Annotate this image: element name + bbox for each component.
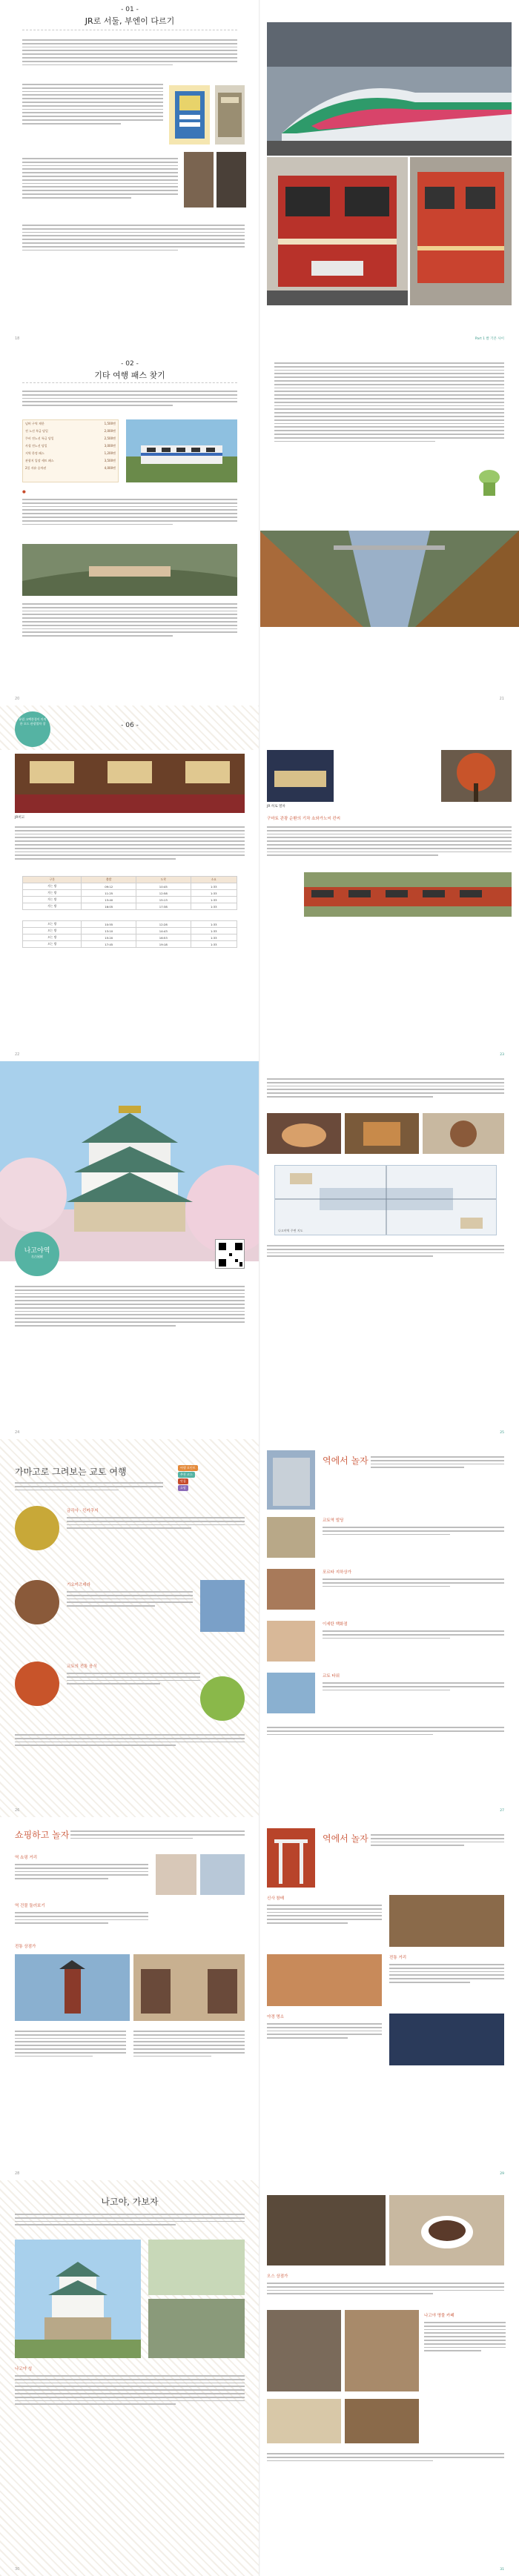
body-text (15, 2373, 245, 2407)
city-badge: 나고야역 名古屋駅 (15, 1232, 59, 1276)
item-text (267, 2021, 382, 2041)
item-title: 교토역 빌딩 (323, 1518, 344, 1523)
autumn-valley-photo (260, 531, 519, 627)
station-building-photo (267, 1450, 315, 1510)
body-text (15, 2028, 126, 2059)
shrine-photo (389, 1895, 504, 1947)
body-text (274, 360, 504, 444)
autumn-tree-photo (441, 750, 512, 802)
section-label: 역에서 놀자 (323, 1833, 368, 1844)
item-text (67, 1515, 245, 1531)
table-row: 가는 방 16:05 17:38 1:33 (23, 903, 237, 910)
page-title: 가마고로 그려보는 교토 여행 (15, 1467, 127, 1477)
item-title: 교토 타워 (323, 1674, 340, 1679)
section-title: 기타 여행 패스 찾기 (94, 371, 165, 380)
page-number: 21 (499, 697, 504, 701)
page-26 (0, 1439, 260, 1817)
food-photo-1 (267, 1113, 341, 1154)
interior-photo-1 (184, 152, 214, 208)
item-text (323, 1524, 504, 1537)
pagoda-photo (15, 1954, 130, 2021)
body-text-4 (22, 222, 245, 253)
intro-text (70, 1828, 245, 1841)
feature-badge: 유럽 고택풍경이 마치 한 오드 관광열차 창 (15, 711, 50, 747)
matcha-photo (200, 1676, 245, 1721)
spread-2 (0, 345, 519, 706)
tag-chip: 맛집 (178, 1478, 188, 1484)
scenic-rail-photo (22, 544, 237, 596)
spread-7 (0, 2180, 519, 2576)
lantern-photo (267, 1954, 382, 2006)
gutter (259, 0, 260, 345)
dessert-photo (267, 2399, 341, 2443)
price-row: 지역 한정 패스 1,200엔 (25, 451, 116, 455)
map-label: 나고야역 주변 지도 (278, 1229, 303, 1232)
food-photo-2 (345, 1113, 419, 1154)
cafe-interior-photo (267, 2195, 386, 2265)
gutter (259, 1439, 260, 1817)
gutter (259, 345, 260, 706)
tower-photo (267, 1673, 315, 1713)
nagoya-castle-photo (15, 2240, 141, 2358)
shinkansen-photo (267, 22, 512, 156)
spread-3 (0, 706, 519, 1061)
page-title: 나고야, 가보자 (101, 2197, 159, 2207)
table-row: 가는 방 13:40 15:13 1:33 (23, 897, 237, 903)
page-31 (260, 2180, 519, 2576)
night-train-photo (267, 750, 334, 802)
tag-chip: 추천 코스 (178, 1472, 195, 1478)
section-number: - 01 - (121, 6, 139, 13)
subheading: ● (22, 490, 26, 494)
page-30 (0, 2180, 260, 2576)
page-23 (260, 706, 519, 1061)
price-row: 쿠비 전노선 특급 당일 2,500엔 (25, 436, 116, 440)
item-title: 역 쇼핑 거리 (15, 1856, 38, 1860)
shop-photo-1 (156, 1854, 196, 1895)
item-title: 금각사 · 킨카쿠지 (67, 1509, 99, 1513)
page-number: 28 (15, 2171, 20, 2176)
item-title: 이세탄 백화점 (323, 1622, 348, 1627)
table-row: 가는 방 09:12 10:45 1:33 (23, 883, 237, 890)
price-row: 관광지 입장 세트 패스 3,500엔 (25, 459, 116, 462)
ticket-machine-photo (169, 85, 210, 145)
tag-chip: 쇼핑 (178, 1485, 188, 1491)
section-number: - 02 - (121, 360, 139, 368)
table-row: 오는 방 15:20 16:53 1:33 (23, 935, 237, 941)
street-photo (133, 1954, 245, 2021)
red-train-photo (267, 157, 408, 305)
castle-garden-photo (148, 2240, 245, 2295)
item-title: 전통 상점가 (15, 1945, 36, 1949)
gutter (259, 706, 260, 1061)
table-header-row: 구분 출발 도착 소요 (23, 877, 237, 883)
timetable (22, 876, 237, 910)
item-text (323, 1680, 504, 1693)
golden-pavilion-photo (15, 1506, 59, 1550)
cafe-counter-photo (345, 2399, 419, 2443)
body-text-2 (22, 82, 163, 127)
intro-text (15, 2211, 245, 2228)
body-text (267, 2280, 504, 2297)
spread-1 (0, 0, 519, 345)
station-map (274, 1165, 497, 1235)
section-number: - 06 - (121, 722, 139, 729)
item-title: 교토의 전통 음식 (67, 1664, 97, 1669)
page-20 (0, 345, 260, 706)
arcade-photo (267, 2310, 341, 2391)
page-number: 27 (500, 1809, 504, 1813)
body-text-2 (133, 2028, 245, 2059)
price-row: 넘버 구역 제한 1,500엔 (25, 422, 116, 425)
shop-photo-2 (200, 1854, 245, 1895)
coffee-photo (389, 2195, 504, 2265)
item-text (389, 1962, 504, 1985)
body-text (15, 1284, 245, 1329)
gutter (259, 1817, 260, 2180)
photo-caption: JR 히로 열차 (267, 805, 285, 809)
body-text (22, 37, 237, 67)
divider (22, 382, 237, 383)
running-head: Part 1 쌀 기본 사이 (475, 337, 504, 341)
item-text (323, 1576, 504, 1589)
pass-price-list (22, 419, 119, 482)
night-view-photo (389, 2014, 504, 2065)
page-21 (260, 345, 519, 706)
shop-front-photo (345, 2310, 419, 2391)
footer-text (267, 1724, 504, 1737)
table-row: 가는 방 11:25 12:58 1:33 (23, 890, 237, 897)
page-number: 18 (15, 336, 20, 341)
scenic-train-photo (304, 872, 512, 917)
interior-photo-2 (216, 152, 246, 208)
item-title: 역 건물 둘러보기 (15, 1904, 45, 1908)
body-text-2 (424, 2320, 506, 2354)
body-text-2 (22, 497, 237, 527)
page-title: 쇼핑하고 놀자 (15, 1830, 70, 1840)
page-19 (260, 0, 519, 345)
mall-photo (267, 1517, 315, 1558)
item-title: 오스 상점가 (267, 2274, 288, 2279)
price-row: 사철 전노선 당일 3,000엔 (25, 444, 116, 448)
item-title: 포르타 지하상가 (323, 1570, 351, 1575)
price-row: 2일 자유 승차권 4,000엔 (25, 466, 116, 470)
item-title: 야경 명소 (267, 2015, 285, 2019)
item-text (15, 1862, 148, 1882)
spread-4 (0, 1061, 519, 1439)
tag-chip: 여행 포인트 (178, 1465, 198, 1471)
item-title: 나고야 명물 카페 (424, 2314, 454, 2318)
page-number: 23 (500, 1053, 504, 1057)
price-row: 전 노선 특급 당일 2,000엔 (25, 429, 116, 433)
body-text-2 (267, 1243, 504, 1259)
item-title: 신사 참배 (267, 1896, 285, 1901)
body-text (267, 1076, 504, 1100)
page-25 (260, 1061, 519, 1439)
footer-text (267, 2451, 504, 2463)
train-interior-photo (15, 754, 245, 813)
page-number: 30 (15, 2567, 20, 2572)
item-title: 전통 거리 (389, 1956, 407, 1960)
page-number: 22 (15, 1052, 20, 1057)
food-bowl-photo (15, 1662, 59, 1706)
photo-caption: JR히고 (15, 816, 25, 820)
spread-5 (0, 1439, 519, 1817)
department-store-photo (267, 1621, 315, 1662)
page-number: 25 (500, 1431, 504, 1435)
item-text (15, 1910, 148, 1926)
section-label: 역에서 놀자 (323, 1455, 368, 1466)
item-text (267, 1902, 382, 1926)
item-text (67, 1589, 193, 1609)
gutter (259, 2180, 260, 2576)
temple-photo (15, 1580, 59, 1624)
table-row: 오는 방 17:45 19:18 1:33 (23, 941, 237, 948)
body-text-3 (22, 156, 178, 201)
food-photo-3 (423, 1113, 504, 1154)
gutter (259, 1061, 260, 1439)
kimono-photo (200, 1580, 245, 1632)
body-text (267, 824, 512, 858)
shrine-gate-photo (267, 1828, 315, 1888)
page-number: 24 (15, 1430, 20, 1435)
page-28 (0, 1817, 260, 2180)
body-text (22, 388, 237, 408)
page-22 (0, 706, 260, 1061)
page-number: 29 (500, 2172, 504, 2176)
item-text (323, 1628, 504, 1641)
page-number: 31 (500, 2568, 504, 2572)
intro-text (15, 1480, 163, 1493)
station-photo (215, 85, 245, 145)
intro-text (371, 1832, 504, 1848)
body-text (15, 824, 245, 862)
body-text-3 (22, 601, 237, 639)
page-29 (260, 1817, 519, 2180)
timetable-2 (22, 920, 237, 948)
section-title: JR로 서둘, 부엔이 다르기 (85, 16, 175, 26)
underground-photo (267, 1569, 315, 1610)
qr-code-icon (215, 1239, 245, 1269)
table-row: 오는 방 10:55 12:28 1:33 (23, 921, 237, 928)
spread-6 (0, 1817, 519, 2180)
intro-text (371, 1454, 504, 1470)
item-text (67, 1670, 200, 1687)
page-18 (0, 0, 260, 345)
leaf-illustration (475, 464, 504, 497)
castle-gate-photo (148, 2299, 245, 2358)
page-number: 26 (15, 1808, 20, 1813)
page-27 (260, 1439, 519, 1817)
item-title: 나고야 성 (15, 2367, 33, 2371)
local-train-photo (126, 419, 237, 482)
footer-text (15, 1732, 245, 1748)
page-number: 20 (15, 697, 20, 701)
subheading: 구마토 관광 순환의 기차 쇼와가노씨 칸씨 (267, 817, 341, 821)
item-title: 기요미즈데라 (67, 1583, 90, 1587)
platform-photo (410, 157, 512, 305)
table-row: 오는 방 13:10 14:43 1:33 (23, 928, 237, 935)
page-24 (0, 1061, 260, 1439)
